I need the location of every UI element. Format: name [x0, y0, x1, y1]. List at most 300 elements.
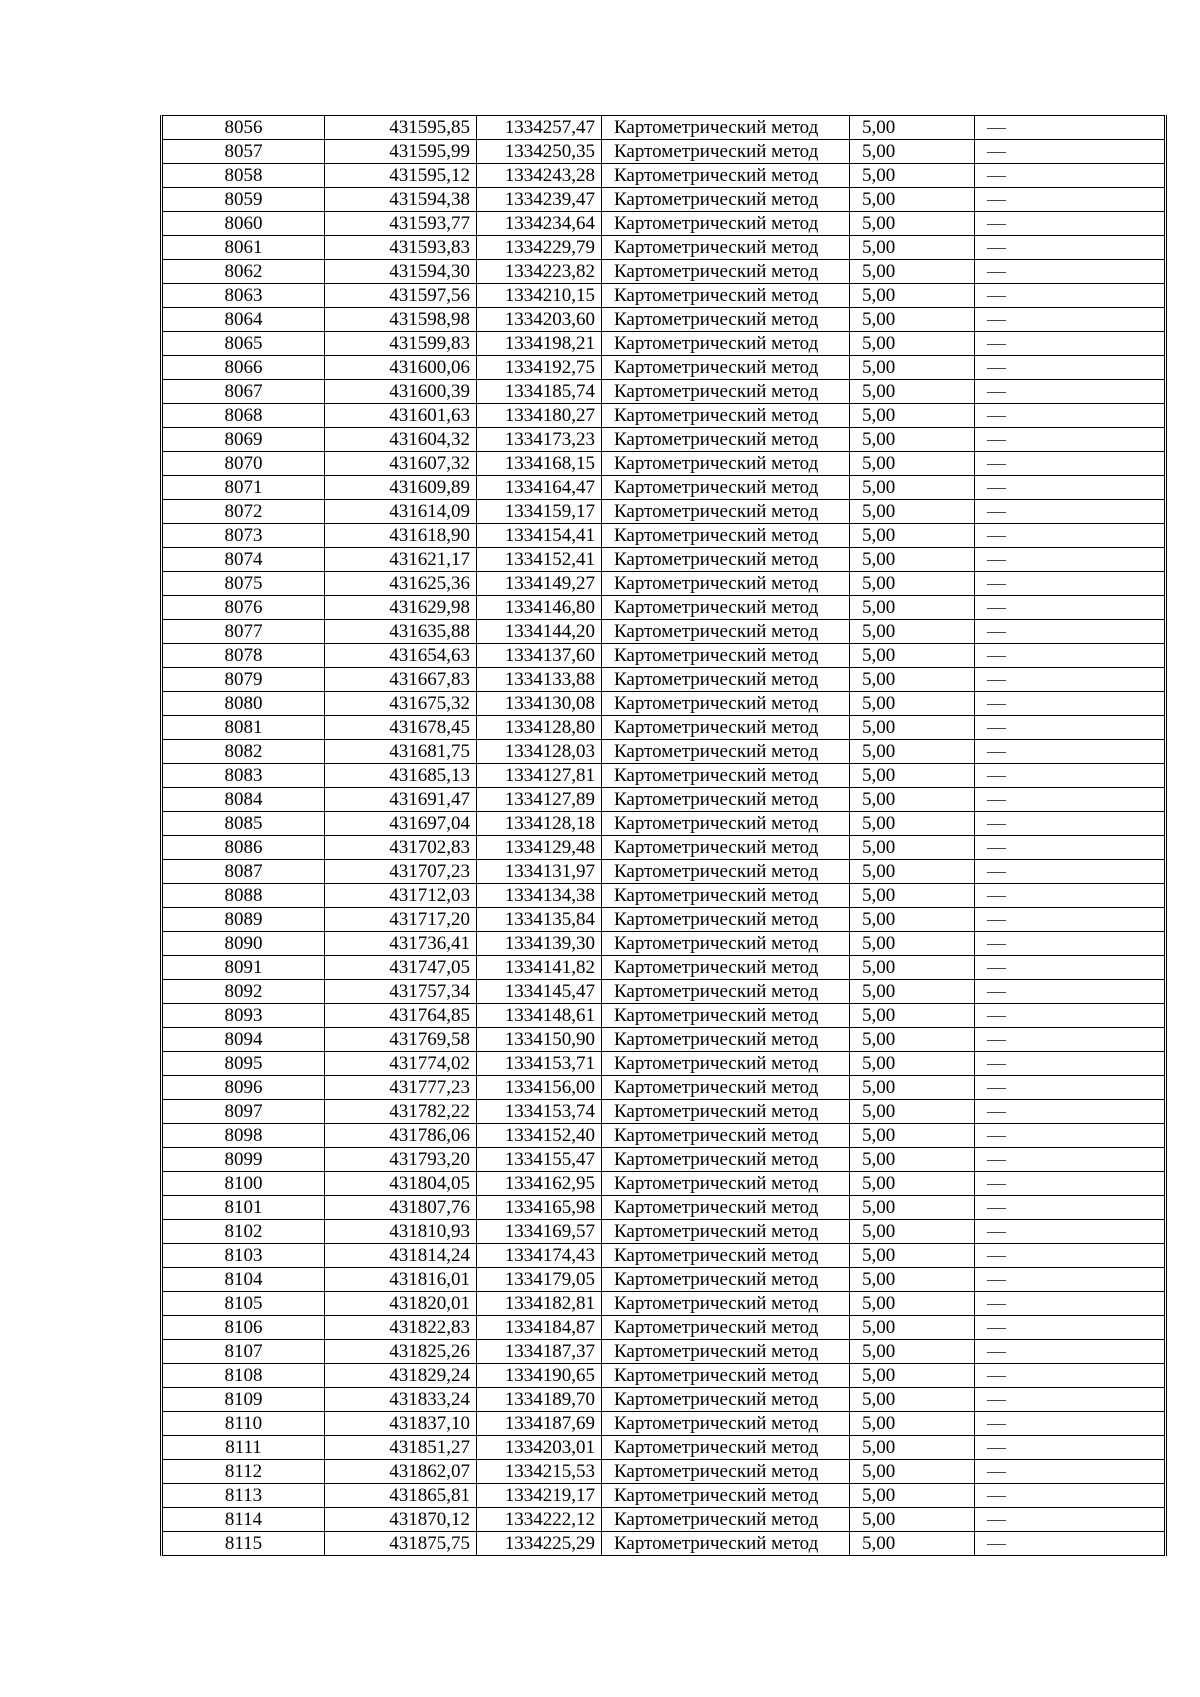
method-cell: Картометрический метод	[602, 980, 850, 1004]
method-cell: Картометрический метод	[602, 1220, 850, 1244]
table-row	[162, 380, 1166, 404]
point-number-cell: 8075	[162, 572, 325, 596]
x-coordinate-cell: 431685,13	[325, 764, 477, 788]
method-cell: Картометрический метод	[602, 1484, 850, 1508]
y-coordinate-cell: 1334141,82	[477, 956, 602, 980]
table-row	[162, 716, 1166, 740]
description-cell: —	[975, 548, 1166, 572]
point-number-cell: 8084	[162, 788, 325, 812]
description-cell: —	[975, 644, 1166, 668]
method-cell: Картометрический метод	[602, 932, 850, 956]
table-row	[162, 668, 1166, 692]
y-coordinate-cell: 1334149,27	[477, 572, 602, 596]
description-cell: —	[975, 572, 1166, 596]
accuracy-cell: 5,00	[850, 548, 975, 572]
y-coordinate-cell: 1334215,53	[477, 1460, 602, 1484]
description-cell: —	[975, 716, 1166, 740]
y-coordinate-cell: 1334198,21	[477, 332, 602, 356]
table-row	[162, 764, 1166, 788]
table-row	[162, 1244, 1166, 1268]
table-row	[162, 260, 1166, 284]
accuracy-cell: 5,00	[850, 908, 975, 932]
accuracy-cell: 5,00	[850, 860, 975, 884]
method-cell: Картометрический метод	[602, 1148, 850, 1172]
x-coordinate-cell: 431786,06	[325, 1124, 477, 1148]
x-coordinate-cell: 431678,45	[325, 716, 477, 740]
description-cell: —	[975, 1148, 1166, 1172]
y-coordinate-cell: 1334250,35	[477, 140, 602, 164]
description-cell: —	[975, 1436, 1166, 1460]
accuracy-cell: 5,00	[850, 1148, 975, 1172]
accuracy-cell: 5,00	[850, 1268, 975, 1292]
x-coordinate-cell: 431707,23	[325, 860, 477, 884]
method-cell: Картометрический метод	[602, 668, 850, 692]
description-cell: —	[975, 1484, 1166, 1508]
table-row	[162, 308, 1166, 332]
y-coordinate-cell: 1334128,03	[477, 740, 602, 764]
y-coordinate-cell: 1334190,65	[477, 1364, 602, 1388]
description-cell: —	[975, 1508, 1166, 1532]
point-number-cell: 8091	[162, 956, 325, 980]
y-coordinate-cell: 1334133,88	[477, 668, 602, 692]
table-row	[162, 740, 1166, 764]
point-number-cell: 8088	[162, 884, 325, 908]
y-coordinate-cell: 1334173,23	[477, 428, 602, 452]
accuracy-cell: 5,00	[850, 1316, 975, 1340]
accuracy-cell: 5,00	[850, 332, 975, 356]
method-cell: Картометрический метод	[602, 1364, 850, 1388]
x-coordinate-cell: 431810,93	[325, 1220, 477, 1244]
x-coordinate-cell: 431793,20	[325, 1148, 477, 1172]
accuracy-cell: 5,00	[850, 884, 975, 908]
method-cell: Картометрический метод	[602, 500, 850, 524]
description-cell: —	[975, 740, 1166, 764]
method-cell: Картометрический метод	[602, 764, 850, 788]
table-row	[162, 692, 1166, 716]
x-coordinate-cell: 431804,05	[325, 1172, 477, 1196]
point-number-cell: 8112	[162, 1460, 325, 1484]
x-coordinate-cell: 431816,01	[325, 1268, 477, 1292]
description-cell: —	[975, 788, 1166, 812]
y-coordinate-cell: 1334154,41	[477, 524, 602, 548]
method-cell: Картометрический метод	[602, 908, 850, 932]
accuracy-cell: 5,00	[850, 1460, 975, 1484]
accuracy-cell: 5,00	[850, 380, 975, 404]
table-row	[162, 1148, 1166, 1172]
description-cell: —	[975, 1292, 1166, 1316]
description-cell: —	[975, 980, 1166, 1004]
x-coordinate-cell: 431609,89	[325, 476, 477, 500]
x-coordinate-cell: 431629,98	[325, 596, 477, 620]
y-coordinate-cell: 1334129,48	[477, 836, 602, 860]
table-row	[162, 356, 1166, 380]
point-number-cell: 8073	[162, 524, 325, 548]
description-cell: —	[975, 1460, 1166, 1484]
table-row	[162, 860, 1166, 884]
point-number-cell: 8082	[162, 740, 325, 764]
description-cell: —	[975, 1532, 1166, 1556]
x-coordinate-cell: 431597,56	[325, 284, 477, 308]
point-number-cell: 8066	[162, 356, 325, 380]
accuracy-cell: 5,00	[850, 116, 975, 140]
table-row	[162, 332, 1166, 356]
description-cell: —	[975, 188, 1166, 212]
point-number-cell: 8058	[162, 164, 325, 188]
method-cell: Картометрический метод	[602, 260, 850, 284]
y-coordinate-cell: 1334156,00	[477, 1076, 602, 1100]
point-number-cell: 8074	[162, 548, 325, 572]
point-number-cell: 8059	[162, 188, 325, 212]
x-coordinate-cell: 431697,04	[325, 812, 477, 836]
method-cell: Картометрический метод	[602, 1052, 850, 1076]
x-coordinate-cell: 431865,81	[325, 1484, 477, 1508]
method-cell: Картометрический метод	[602, 476, 850, 500]
x-coordinate-cell: 431757,34	[325, 980, 477, 1004]
point-number-cell: 8097	[162, 1100, 325, 1124]
accuracy-cell: 5,00	[850, 668, 975, 692]
table-row	[162, 1316, 1166, 1340]
table-row	[162, 140, 1166, 164]
method-cell: Картометрический метод	[602, 812, 850, 836]
method-cell: Картометрический метод	[602, 1244, 850, 1268]
y-coordinate-cell: 1334128,80	[477, 716, 602, 740]
x-coordinate-cell: 431822,83	[325, 1316, 477, 1340]
y-coordinate-cell: 1334219,17	[477, 1484, 602, 1508]
point-number-cell: 8109	[162, 1388, 325, 1412]
description-cell: —	[975, 1196, 1166, 1220]
description-cell: —	[975, 1220, 1166, 1244]
y-coordinate-cell: 1334127,89	[477, 788, 602, 812]
description-cell: —	[975, 284, 1166, 308]
method-cell: Картометрический метод	[602, 428, 850, 452]
description-cell: —	[975, 1172, 1166, 1196]
table-row	[162, 236, 1166, 260]
x-coordinate-cell: 431600,39	[325, 380, 477, 404]
accuracy-cell: 5,00	[850, 1076, 975, 1100]
method-cell: Картометрический метод	[602, 1388, 850, 1412]
accuracy-cell: 5,00	[850, 572, 975, 596]
table-row	[162, 116, 1166, 140]
y-coordinate-cell: 1334144,20	[477, 620, 602, 644]
method-cell: Картометрический метод	[602, 956, 850, 980]
y-coordinate-cell: 1334179,05	[477, 1268, 602, 1292]
description-cell: —	[975, 1100, 1166, 1124]
method-cell: Картометрический метод	[602, 1028, 850, 1052]
x-coordinate-cell: 431635,88	[325, 620, 477, 644]
description-cell: —	[975, 1412, 1166, 1436]
accuracy-cell: 5,00	[850, 644, 975, 668]
x-coordinate-cell: 431594,30	[325, 260, 477, 284]
y-coordinate-cell: 1334203,60	[477, 308, 602, 332]
table-row	[162, 812, 1166, 836]
accuracy-cell: 5,00	[850, 1244, 975, 1268]
accuracy-cell: 5,00	[850, 356, 975, 380]
accuracy-cell: 5,00	[850, 788, 975, 812]
method-cell: Картометрический метод	[602, 332, 850, 356]
point-number-cell: 8057	[162, 140, 325, 164]
description-cell: —	[975, 908, 1166, 932]
accuracy-cell: 5,00	[850, 1508, 975, 1532]
method-cell: Картометрический метод	[602, 1004, 850, 1028]
y-coordinate-cell: 1334182,81	[477, 1292, 602, 1316]
accuracy-cell: 5,00	[850, 452, 975, 476]
description-cell: —	[975, 164, 1166, 188]
table-row	[162, 476, 1166, 500]
x-coordinate-cell: 431807,76	[325, 1196, 477, 1220]
table-row	[162, 1364, 1166, 1388]
accuracy-cell: 5,00	[850, 260, 975, 284]
table-row	[162, 548, 1166, 572]
y-coordinate-cell: 1334159,17	[477, 500, 602, 524]
table-row	[162, 1508, 1166, 1532]
table-row	[162, 404, 1166, 428]
table-row	[162, 932, 1166, 956]
y-coordinate-cell: 1334127,81	[477, 764, 602, 788]
method-cell: Картометрический метод	[602, 284, 850, 308]
table-row	[162, 1412, 1166, 1436]
x-coordinate-cell: 431618,90	[325, 524, 477, 548]
description-cell: —	[975, 860, 1166, 884]
y-coordinate-cell: 1334185,74	[477, 380, 602, 404]
y-coordinate-cell: 1334169,57	[477, 1220, 602, 1244]
y-coordinate-cell: 1334180,27	[477, 404, 602, 428]
y-coordinate-cell: 1334152,41	[477, 548, 602, 572]
method-cell: Картометрический метод	[602, 1268, 850, 1292]
method-cell: Картометрический метод	[602, 860, 850, 884]
point-number-cell: 8087	[162, 860, 325, 884]
table-row	[162, 620, 1166, 644]
point-number-cell: 8085	[162, 812, 325, 836]
table-row	[162, 1532, 1166, 1556]
x-coordinate-cell: 431837,10	[325, 1412, 477, 1436]
method-cell: Картометрический метод	[602, 356, 850, 380]
x-coordinate-cell: 431833,24	[325, 1388, 477, 1412]
x-coordinate-cell: 431621,17	[325, 548, 477, 572]
point-number-cell: 8110	[162, 1412, 325, 1436]
accuracy-cell: 5,00	[850, 1100, 975, 1124]
x-coordinate-cell: 431593,83	[325, 236, 477, 260]
method-cell: Картометрический метод	[602, 1412, 850, 1436]
description-cell: —	[975, 212, 1166, 236]
point-number-cell: 8069	[162, 428, 325, 452]
accuracy-cell: 5,00	[850, 1436, 975, 1460]
description-cell: —	[975, 1244, 1166, 1268]
method-cell: Картометрический метод	[602, 692, 850, 716]
y-coordinate-cell: 1334128,18	[477, 812, 602, 836]
point-number-cell: 8065	[162, 332, 325, 356]
point-number-cell: 8076	[162, 596, 325, 620]
point-number-cell: 8070	[162, 452, 325, 476]
method-cell: Картометрический метод	[602, 116, 850, 140]
accuracy-cell: 5,00	[850, 284, 975, 308]
point-number-cell: 8092	[162, 980, 325, 1004]
description-cell: —	[975, 236, 1166, 260]
point-number-cell: 8103	[162, 1244, 325, 1268]
accuracy-cell: 5,00	[850, 716, 975, 740]
x-coordinate-cell: 431595,99	[325, 140, 477, 164]
method-cell: Картометрический метод	[602, 1316, 850, 1340]
y-coordinate-cell: 1334162,95	[477, 1172, 602, 1196]
table-row	[162, 524, 1166, 548]
accuracy-cell: 5,00	[850, 1292, 975, 1316]
x-coordinate-cell: 431600,06	[325, 356, 477, 380]
table-row	[162, 1484, 1166, 1508]
table-row	[162, 428, 1166, 452]
table-row	[162, 980, 1166, 1004]
table-row	[162, 884, 1166, 908]
accuracy-cell: 5,00	[850, 620, 975, 644]
x-coordinate-cell: 431851,27	[325, 1436, 477, 1460]
accuracy-cell: 5,00	[850, 1364, 975, 1388]
y-coordinate-cell: 1334153,74	[477, 1100, 602, 1124]
y-coordinate-cell: 1334148,61	[477, 1004, 602, 1028]
table-row	[162, 284, 1166, 308]
point-number-cell: 8056	[162, 116, 325, 140]
point-number-cell: 8071	[162, 476, 325, 500]
table-row	[162, 1220, 1166, 1244]
method-cell: Картометрический метод	[602, 644, 850, 668]
y-coordinate-cell: 1334134,38	[477, 884, 602, 908]
point-number-cell: 8086	[162, 836, 325, 860]
description-cell: —	[975, 524, 1166, 548]
method-cell: Картометрический метод	[602, 788, 850, 812]
x-coordinate-cell: 431601,63	[325, 404, 477, 428]
accuracy-cell: 5,00	[850, 164, 975, 188]
accuracy-cell: 5,00	[850, 1124, 975, 1148]
description-cell: —	[975, 428, 1166, 452]
method-cell: Картометрический метод	[602, 620, 850, 644]
method-cell: Картометрический метод	[602, 1436, 850, 1460]
accuracy-cell: 5,00	[850, 1052, 975, 1076]
y-coordinate-cell: 1334164,47	[477, 476, 602, 500]
description-cell: —	[975, 140, 1166, 164]
description-cell: —	[975, 620, 1166, 644]
y-coordinate-cell: 1334229,79	[477, 236, 602, 260]
table-row	[162, 1028, 1166, 1052]
description-cell: —	[975, 1028, 1166, 1052]
accuracy-cell: 5,00	[850, 308, 975, 332]
point-number-cell: 8102	[162, 1220, 325, 1244]
point-number-cell: 8100	[162, 1172, 325, 1196]
table-row	[162, 1436, 1166, 1460]
accuracy-cell: 5,00	[850, 1388, 975, 1412]
description-cell: —	[975, 332, 1166, 356]
x-coordinate-cell: 431782,22	[325, 1100, 477, 1124]
method-cell: Картометрический метод	[602, 404, 850, 428]
x-coordinate-cell: 431595,85	[325, 116, 477, 140]
y-coordinate-cell: 1334174,43	[477, 1244, 602, 1268]
method-cell: Картометрический метод	[602, 740, 850, 764]
description-cell: —	[975, 404, 1166, 428]
x-coordinate-cell: 431593,77	[325, 212, 477, 236]
table-row	[162, 1460, 1166, 1484]
y-coordinate-cell: 1334146,80	[477, 596, 602, 620]
accuracy-cell: 5,00	[850, 1004, 975, 1028]
point-number-cell: 8094	[162, 1028, 325, 1052]
description-cell: —	[975, 452, 1166, 476]
accuracy-cell: 5,00	[850, 1484, 975, 1508]
method-cell: Картометрический метод	[602, 1508, 850, 1532]
method-cell: Картометрический метод	[602, 380, 850, 404]
method-cell: Картометрический метод	[602, 1076, 850, 1100]
description-cell: —	[975, 380, 1166, 404]
table-row	[162, 908, 1166, 932]
y-coordinate-cell: 1334165,98	[477, 1196, 602, 1220]
y-coordinate-cell: 1334131,97	[477, 860, 602, 884]
point-number-cell: 8108	[162, 1364, 325, 1388]
accuracy-cell: 5,00	[850, 956, 975, 980]
coordinates-table-body	[162, 116, 1166, 1556]
point-number-cell: 8096	[162, 1076, 325, 1100]
accuracy-cell: 5,00	[850, 740, 975, 764]
point-number-cell: 8061	[162, 236, 325, 260]
point-number-cell: 8105	[162, 1292, 325, 1316]
y-coordinate-cell: 1334152,40	[477, 1124, 602, 1148]
table-row	[162, 596, 1166, 620]
method-cell: Картометрический метод	[602, 308, 850, 332]
x-coordinate-cell: 431675,32	[325, 692, 477, 716]
y-coordinate-cell: 1334225,29	[477, 1532, 602, 1556]
x-coordinate-cell: 431594,38	[325, 188, 477, 212]
accuracy-cell: 5,00	[850, 524, 975, 548]
table-row	[162, 788, 1166, 812]
x-coordinate-cell: 431625,36	[325, 572, 477, 596]
point-number-cell: 8077	[162, 620, 325, 644]
table-row	[162, 1124, 1166, 1148]
method-cell: Картометрический метод	[602, 164, 850, 188]
point-number-cell: 8089	[162, 908, 325, 932]
method-cell: Картометрический метод	[602, 1196, 850, 1220]
method-cell: Картометрический метод	[602, 596, 850, 620]
y-coordinate-cell: 1334137,60	[477, 644, 602, 668]
method-cell: Картометрический метод	[602, 572, 850, 596]
accuracy-cell: 5,00	[850, 932, 975, 956]
point-number-cell: 8101	[162, 1196, 325, 1220]
description-cell: —	[975, 1052, 1166, 1076]
description-cell: —	[975, 1004, 1166, 1028]
point-number-cell: 8068	[162, 404, 325, 428]
accuracy-cell: 5,00	[850, 428, 975, 452]
y-coordinate-cell: 1334239,47	[477, 188, 602, 212]
point-number-cell: 8062	[162, 260, 325, 284]
y-coordinate-cell: 1334257,47	[477, 116, 602, 140]
description-cell: —	[975, 356, 1166, 380]
accuracy-cell: 5,00	[850, 476, 975, 500]
x-coordinate-cell: 431717,20	[325, 908, 477, 932]
coordinates-table	[160, 115, 1167, 1556]
y-coordinate-cell: 1334203,01	[477, 1436, 602, 1460]
point-number-cell: 8067	[162, 380, 325, 404]
description-cell: —	[975, 668, 1166, 692]
description-cell: —	[975, 1340, 1166, 1364]
point-number-cell: 8113	[162, 1484, 325, 1508]
description-cell: —	[975, 1364, 1166, 1388]
table-row	[162, 452, 1166, 476]
table-row	[162, 1100, 1166, 1124]
x-coordinate-cell: 431604,32	[325, 428, 477, 452]
table-row	[162, 956, 1166, 980]
accuracy-cell: 5,00	[850, 1532, 975, 1556]
method-cell: Картометрический метод	[602, 884, 850, 908]
point-number-cell: 8060	[162, 212, 325, 236]
x-coordinate-cell: 431599,83	[325, 332, 477, 356]
accuracy-cell: 5,00	[850, 1172, 975, 1196]
x-coordinate-cell: 431654,63	[325, 644, 477, 668]
point-number-cell: 8104	[162, 1268, 325, 1292]
x-coordinate-cell: 431614,09	[325, 500, 477, 524]
y-coordinate-cell: 1334139,30	[477, 932, 602, 956]
point-number-cell: 8081	[162, 716, 325, 740]
